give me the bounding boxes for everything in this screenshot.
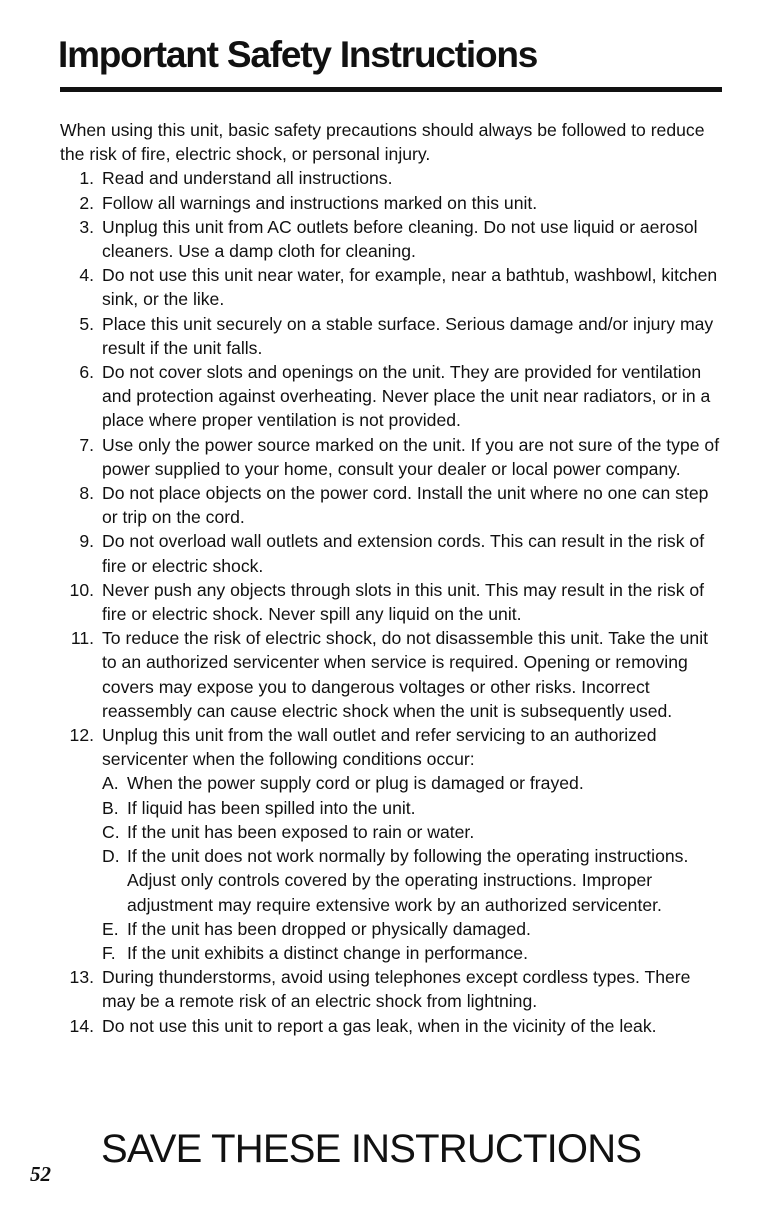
item-text: Unplug this unit from AC outlets before cleaning. Do not use liquid or aerosol cleaners. Use a damp cloth for cleaning.	[102, 216, 698, 262]
sub-item-text: If the unit does not work normally by following the operating instructions. Adjust only controls covered by the operating instructions. Improper adjustment may require extensive work by an authorized servicenter.	[127, 846, 689, 915]
sub-item-letter: B.	[102, 797, 119, 818]
sub-item-letter: D.	[102, 846, 120, 867]
sub-item	[102, 844, 720, 917]
list-item	[60, 965, 720, 1013]
item-number: 7.	[79, 434, 94, 455]
item-text: Use only the power source marked on the unit. If you are not sure of the type of power supplied to your home, consult your dealer or local power company.	[102, 434, 720, 479]
item-text: Do not cover slots and openings on the unit. They are provided for ventilation and protection against overheating. Never place the unit near radiators, or in a place where proper ventilation is not provided.	[102, 362, 711, 431]
list-item	[60, 263, 720, 311]
item-number: 12.	[69, 725, 94, 746]
page-number: 52	[30, 1162, 51, 1186]
sub-item	[102, 941, 720, 965]
list-item	[60, 723, 720, 965]
item-text: Place this unit securely on a stable surface. Serious damage and/or injury may result if the unit falls.	[102, 313, 714, 358]
sub-item-text: If liquid has been spilled into the unit.	[127, 797, 416, 818]
list-item	[60, 433, 720, 481]
list-item	[60, 166, 720, 190]
list-item	[60, 191, 720, 215]
sub-item-text: If the unit exhibits a distinct change in performance.	[127, 942, 528, 963]
instructions-body	[60, 118, 720, 1038]
list-item	[60, 1014, 720, 1038]
condition-list	[102, 771, 720, 965]
item-text: Follow all warnings and instructions marked on this unit.	[102, 192, 538, 213]
item-text: During thunderstorms, avoid using telephones except cordless types. There may be a remote risk of an electric shock from lightning.	[102, 967, 691, 1012]
sub-item-text: If the unit has been dropped or physically damaged.	[127, 918, 531, 939]
item-text: To reduce the risk of electric shock, do not disassemble this unit. Take the unit to an authorized servicenter when service is required. Opening or removing covers may expose you to dangerous voltages or other risks. Incorrect reassembly can cause electric shock when the unit is subsequently used.	[102, 628, 708, 721]
list-item	[60, 360, 720, 433]
list-item	[60, 626, 720, 723]
item-number: 6.	[79, 362, 94, 383]
item-number: 8.	[79, 483, 94, 504]
sub-item	[102, 917, 720, 941]
sub-item	[102, 771, 720, 795]
sub-item	[102, 820, 720, 844]
sub-item-letter: E.	[102, 918, 119, 939]
item-text: Read and understand all instructions.	[102, 168, 393, 189]
item-number: 1.	[79, 168, 94, 189]
sub-item	[102, 796, 720, 820]
intro-paragraph: When using this unit, basic safety precautions should always be followed to reduce the risk of fire, electric shock, or personal injury.	[60, 120, 705, 165]
sub-item-letter: A.	[102, 773, 119, 794]
item-text: Do not place objects on the power cord. Install the unit where no one can step or trip on the cord.	[102, 483, 709, 528]
list-item	[60, 578, 720, 626]
instruction-list	[60, 166, 720, 1037]
page-title: Important Safety Instructions	[58, 34, 538, 75]
list-item	[60, 215, 720, 263]
item-body	[96, 723, 720, 965]
item-text: Do not use this unit near water, for example, near a bathtub, washbowl, kitchen sink, or the like.	[102, 265, 718, 310]
item-number: 9.	[79, 531, 94, 552]
item-number: 4.	[79, 265, 94, 286]
item-number: 11.	[70, 628, 94, 649]
item-number: 13.	[69, 967, 94, 988]
title-rule	[60, 87, 722, 92]
item-text: Do not use this unit to report a gas leak, when in the vicinity of the leak.	[102, 1015, 657, 1036]
item-number: 3.	[79, 216, 94, 237]
list-item	[60, 529, 720, 577]
sub-item-letter: F.	[102, 942, 116, 963]
list-item	[60, 481, 720, 529]
sub-item-text: If the unit has been exposed to rain or water.	[127, 821, 475, 842]
list-item	[60, 312, 720, 360]
save-instructions-heading: SAVE THESE INSTRUCTIONS	[101, 1127, 642, 1171]
item-number: 10.	[69, 579, 94, 600]
item-number: 5.	[79, 313, 94, 334]
item-number: 14.	[69, 1015, 94, 1036]
sub-item-letter: C.	[102, 821, 120, 842]
item-text: Never push any objects through slots in this unit. This may result in the risk of fire or electric shock. Never spill any liquid on the unit.	[102, 579, 705, 625]
sub-item-text: When the power supply cord or plug is damaged or frayed.	[127, 773, 584, 794]
item-text: Unplug this unit from the wall outlet and refer servicing to an authorized servicenter when the following conditions occur:	[102, 725, 657, 770]
item-number: 2.	[79, 192, 94, 213]
item-text: Do not overload wall outlets and extension cords. This can result in the risk of fire or electric shock.	[102, 531, 705, 576]
